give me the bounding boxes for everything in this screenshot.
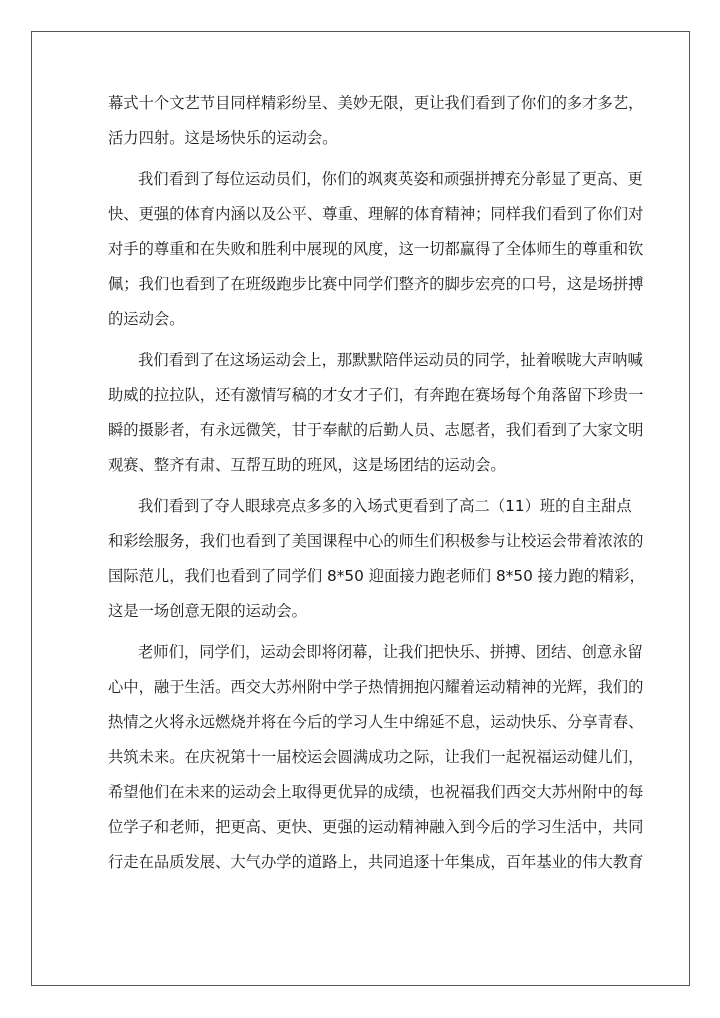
text-line: 热情之火将永远燃烧并将在今后的学习人生中绵延不息，运动快乐、分享青春、 <box>108 713 644 731</box>
text-line: 幕式十个文艺节目同样精彩纷呈、美妙无限，更让我们看到了你们的多才多艺， <box>108 94 644 112</box>
text-line: 国际范儿，我们也看到了同学们 8*50 迎面接力跑老师们 8*50 接力跑的精彩， <box>108 567 645 585</box>
text-line: 助威的拉拉队，还有激情写稿的才女才子们，有奔跑在赛场每个角落留下珍贵一 <box>108 386 644 404</box>
text-line: 行走在品质发展、大气办学的道路上，共同追逐十年集成，百年基业的伟大教育 <box>108 853 644 871</box>
text-line: 共筑未来。在庆祝第十一届校运会圆满成功之际，让我们一起祝福运动健儿们， <box>108 748 644 766</box>
text-line: 和彩绘服务，我们也看到了美国课程中心的师生们积极参与让校运会带着浓浓的 <box>108 532 644 550</box>
text-line: 位学子和老师，把更高、更快、更强的运动精神融入到今后的学习生活中，共同 <box>108 818 644 836</box>
paragraph-first-line: 我们看到了每位运动员们，你们的飒爽英姿和顽强拼搏充分彰显了更高、更 <box>138 170 643 188</box>
paragraph-first-line: 我们看到了夺人眼球亮点多多的入场式更看到了高二（11）班的自主甜点 <box>138 497 632 515</box>
text-line: 瞬的摄影者，有永远微笑，甘于奉献的后勤人员、志愿者，我们看到了大家文明 <box>108 421 644 439</box>
text-line: 希望他们在未来的运动会上取得更优异的成绩，也祝福我们西交大苏州附中的每 <box>108 783 644 801</box>
text-line: 佩；我们也看到了在班级跑步比赛中同学们整齐的脚步宏亮的口号，这是场拼搏 <box>108 275 644 293</box>
document-body <box>108 86 645 880</box>
paragraph-first-line: 我们看到了在这场运动会上，那默默陪伴运动员的同学，扯着喉咙大声呐喊 <box>138 351 643 369</box>
text-line: 这是一场创意无限的运动会。 <box>108 602 307 620</box>
text-line: 的运动会。 <box>108 310 185 328</box>
text-line: 对手的尊重和在失败和胜利中展现的风度，这一切都赢得了全体师生的尊重和钦 <box>108 240 644 258</box>
text-line: 快、更强的体育内涵以及公平、尊重、理解的体育精神；同样我们看到了你们对 <box>108 205 644 223</box>
text-line: 观赛、整齐有肃、互帮互助的班风，这是场团结的运动会。 <box>108 456 506 474</box>
paragraph-first-line: 老师们，同学们，运动会即将闭幕，让我们把快乐、拼搏、团结、创意永留 <box>138 643 643 661</box>
text-line: 活力四射。这是场快乐的运动会。 <box>108 129 338 147</box>
text-line: 心中，融于生活。西交大苏州附中学子热情拥抱闪耀着运动精神的光辉，我们的 <box>108 678 644 696</box>
